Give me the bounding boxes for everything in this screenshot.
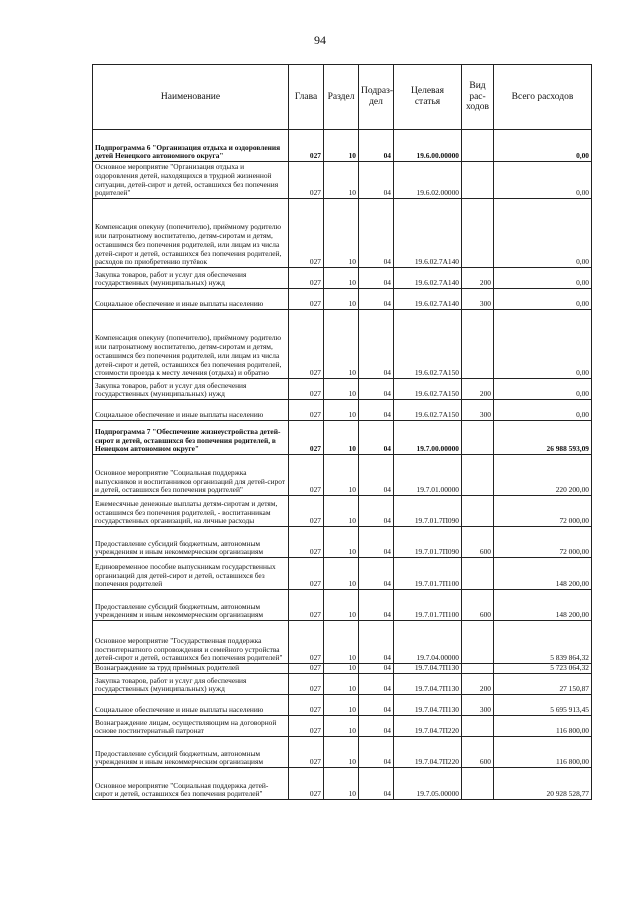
cell-target: 19.7.01.00000	[394, 455, 462, 496]
cell-target: 19.7.04.7П130	[394, 664, 462, 674]
cell-target: 19.7.05.00000	[394, 768, 462, 800]
cell-section: 10	[324, 268, 359, 289]
cell-target: 19.7.04.7П220	[394, 737, 462, 768]
cell-section: 10	[324, 162, 359, 199]
table-row	[93, 496, 592, 527]
cell-chapter: 027	[289, 455, 324, 496]
cell-subsection: 04	[359, 400, 394, 421]
cell-name: Подпрограмма 7 "Обеспечение жизнеустройства детей-сирот и детей, оставшихся без попечения родителей, в Ненецком автономном округе"	[93, 421, 289, 455]
cell-name: Основное мероприятие "Социальная поддержка выпускников и воспитанников организаций для детей-сирот и детей, оставшихся без попечения родителей"	[93, 455, 289, 496]
table-row	[93, 716, 592, 737]
cell-total: 0,00	[494, 162, 592, 199]
cell-subsection: 04	[359, 590, 394, 621]
cell-type: 200	[462, 268, 494, 289]
cell-target: 19.7.01.7П090	[394, 527, 462, 558]
cell-type: 200	[462, 379, 494, 400]
table-row	[93, 289, 592, 310]
col-header-chapter: Глава	[289, 65, 324, 130]
cell-total: 116 800,00	[494, 737, 592, 768]
cell-type	[462, 162, 494, 199]
cell-section: 10	[324, 737, 359, 768]
cell-name: Социальное обеспечение и иные выплаты населению	[93, 289, 289, 310]
col-header-subsection: Подраз- дел	[359, 65, 394, 130]
cell-subsection: 04	[359, 268, 394, 289]
table-row	[93, 379, 592, 400]
cell-total: 0,00	[494, 199, 592, 268]
cell-type: 300	[462, 400, 494, 421]
col-header-total: Всего расходов	[494, 65, 592, 130]
cell-name: Закупка товаров, работ и услуг для обеспечения государственных (муниципальных) нужд	[93, 379, 289, 400]
table-row	[93, 268, 592, 289]
cell-target: 19.7.04.00000	[394, 621, 462, 664]
cell-target: 19.6.02.7А150	[394, 310, 462, 379]
cell-subsection: 04	[359, 421, 394, 455]
cell-subsection: 04	[359, 162, 394, 199]
cell-chapter: 027	[289, 590, 324, 621]
cell-type	[462, 558, 494, 590]
cell-type	[462, 768, 494, 800]
cell-section: 10	[324, 496, 359, 527]
cell-section: 10	[324, 421, 359, 455]
cell-total: 20 928 528,77	[494, 768, 592, 800]
cell-target: 19.7.00.00000	[394, 421, 462, 455]
cell-target: 19.7.04.7П220	[394, 716, 462, 737]
cell-name: Единовременное пособие выпускникам государственных организаций для детей-сирот и детей, оставшихся без попечения родителей	[93, 558, 289, 590]
cell-name: Предоставление субсидий бюджетным, автономным учреждениям и иным некоммерческим организациям	[93, 527, 289, 558]
cell-section: 10	[324, 527, 359, 558]
cell-name: Компенсация опекуну (попечителю), приёмному родителю или патронатному воспитателю, детям-сиротам и детям, оставшимся без попечения родителей, или лицам из числа детей-сирот и детей, оставшихся без попечения родителей, расходов по приобретению путёвок	[93, 199, 289, 268]
cell-name: Вознаграждение за труд приёмных родителей	[93, 664, 289, 674]
table-row	[93, 674, 592, 695]
cell-section: 10	[324, 379, 359, 400]
cell-type	[462, 716, 494, 737]
cell-chapter: 027	[289, 130, 324, 162]
cell-type: 600	[462, 737, 494, 768]
cell-section: 10	[324, 289, 359, 310]
cell-subsection: 04	[359, 737, 394, 768]
cell-chapter: 027	[289, 310, 324, 379]
table-row	[93, 737, 592, 768]
cell-type: 300	[462, 695, 494, 716]
cell-chapter: 027	[289, 527, 324, 558]
cell-section: 10	[324, 455, 359, 496]
cell-subsection: 04	[359, 674, 394, 695]
cell-total: 5 839 864,32	[494, 621, 592, 664]
cell-subsection: 04	[359, 695, 394, 716]
cell-chapter: 027	[289, 289, 324, 310]
cell-section: 10	[324, 130, 359, 162]
cell-subsection: 04	[359, 496, 394, 527]
cell-target: 19.6.02.7А140	[394, 289, 462, 310]
cell-total: 72 000,00	[494, 496, 592, 527]
cell-section: 10	[324, 695, 359, 716]
cell-name: Основное мероприятие "Организация отдыха и оздоровления детей, находящихся в трудной жизненной ситуации, детей-сирот и детей, оставшихся без попечения родителей"	[93, 162, 289, 199]
cell-total: 5 723 064,32	[494, 664, 592, 674]
cell-chapter: 027	[289, 162, 324, 199]
cell-subsection: 04	[359, 558, 394, 590]
table-row	[93, 130, 592, 162]
cell-subsection: 04	[359, 379, 394, 400]
cell-target: 19.6.02.7А150	[394, 379, 462, 400]
table-row	[93, 162, 592, 199]
table-row	[93, 310, 592, 379]
cell-subsection: 04	[359, 199, 394, 268]
cell-total: 0,00	[494, 400, 592, 421]
cell-chapter: 027	[289, 768, 324, 800]
table-row	[93, 664, 592, 674]
cell-name: Основное мероприятие "Социальная поддержка детей-сирот и детей, оставшихся без попечения родителей"	[93, 768, 289, 800]
cell-name: Подпрограмма 6 "Организация отдыха и оздоровления детей Ненецкого автономного округа"	[93, 130, 289, 162]
cell-subsection: 04	[359, 455, 394, 496]
cell-name: Закупка товаров, работ и услуг для обеспечения государственных (муниципальных) нужд	[93, 674, 289, 695]
cell-chapter: 027	[289, 664, 324, 674]
cell-section: 10	[324, 558, 359, 590]
table-row	[93, 621, 592, 664]
cell-total: 0,00	[494, 310, 592, 379]
cell-section: 10	[324, 716, 359, 737]
cell-total: 0,00	[494, 379, 592, 400]
cell-name: Предоставление субсидий бюджетным, автономным учреждениям и иным некоммерческим организациям	[93, 590, 289, 621]
cell-type	[462, 664, 494, 674]
cell-name: Социальное обеспечение и иные выплаты населению	[93, 400, 289, 421]
cell-name: Основное мероприятие "Государственная поддержка постинтернатного сопровождения и семейного устройства детей-сирот и детей, оставшихся без попечения родителей"	[93, 621, 289, 664]
col-header-name: Наименование	[93, 65, 289, 130]
cell-subsection: 04	[359, 768, 394, 800]
cell-name: Предоставление субсидий бюджетным, автономным учреждениям и иным некоммерческим организациям	[93, 737, 289, 768]
table-row	[93, 455, 592, 496]
cell-chapter: 027	[289, 268, 324, 289]
cell-total: 116 800,00	[494, 716, 592, 737]
cell-total: 0,00	[494, 289, 592, 310]
cell-subsection: 04	[359, 716, 394, 737]
cell-total: 148 200,00	[494, 558, 592, 590]
cell-section: 10	[324, 310, 359, 379]
cell-chapter: 027	[289, 496, 324, 527]
table-row	[93, 768, 592, 800]
table-row	[93, 199, 592, 268]
cell-subsection: 04	[359, 664, 394, 674]
cell-subsection: 04	[359, 289, 394, 310]
col-header-type: Вид рас- ходов	[462, 65, 494, 130]
cell-name: Социальное обеспечение и иные выплаты населению	[93, 695, 289, 716]
cell-type	[462, 421, 494, 455]
cell-subsection: 04	[359, 621, 394, 664]
cell-total: 72 000,00	[494, 527, 592, 558]
cell-type: 200	[462, 674, 494, 695]
cell-chapter: 027	[289, 716, 324, 737]
table-row	[93, 590, 592, 621]
table-row	[93, 558, 592, 590]
cell-total: 26 988 593,09	[494, 421, 592, 455]
cell-name: Закупка товаров, работ и услуг для обеспечения государственных (муниципальных) нужд	[93, 268, 289, 289]
table-row	[93, 527, 592, 558]
table-row	[93, 695, 592, 716]
cell-target: 19.6.02.7А150	[394, 400, 462, 421]
cell-subsection: 04	[359, 310, 394, 379]
cell-name: Компенсация опекуну (попечителю), приёмному родителю или патронатному воспитателю, детям-сиротам и детям, оставшимся без попечения родителей, или лицам из числа детей-сирот и детей, оставшихся без попечения родителей, стоимости проезда к месту лечения (отдыха) и обратно	[93, 310, 289, 379]
cell-target: 19.7.01.7П100	[394, 558, 462, 590]
cell-target: 19.7.01.7П090	[394, 496, 462, 527]
cell-type	[462, 199, 494, 268]
cell-chapter: 027	[289, 421, 324, 455]
col-header-target: Целевая статья	[394, 65, 462, 130]
col-header-section: Раздел	[324, 65, 359, 130]
cell-target: 19.7.04.7П130	[394, 695, 462, 716]
cell-chapter: 027	[289, 695, 324, 716]
cell-section: 10	[324, 768, 359, 800]
cell-type: 300	[462, 289, 494, 310]
cell-section: 10	[324, 664, 359, 674]
cell-chapter: 027	[289, 674, 324, 695]
table-header-row	[93, 65, 592, 130]
cell-type	[462, 496, 494, 527]
cell-type	[462, 455, 494, 496]
cell-type	[462, 130, 494, 162]
cell-section: 10	[324, 199, 359, 268]
cell-target: 19.6.02.00000	[394, 162, 462, 199]
cell-section: 10	[324, 621, 359, 664]
cell-subsection: 04	[359, 130, 394, 162]
cell-name: Вознаграждение лицам, осуществляющим на договорной основе постинтернатный патронат	[93, 716, 289, 737]
cell-target: 19.7.01.7П100	[394, 590, 462, 621]
cell-target: 19.6.02.7А140	[394, 199, 462, 268]
budget-table	[92, 64, 592, 800]
cell-total: 0,00	[494, 268, 592, 289]
cell-chapter: 027	[289, 379, 324, 400]
cell-total: 220 200,00	[494, 455, 592, 496]
cell-chapter: 027	[289, 737, 324, 768]
table-row	[93, 421, 592, 455]
cell-section: 10	[324, 590, 359, 621]
cell-type	[462, 621, 494, 664]
table-row	[93, 400, 592, 421]
cell-target: 19.6.00.00000	[394, 130, 462, 162]
cell-type: 600	[462, 527, 494, 558]
cell-subsection: 04	[359, 527, 394, 558]
cell-type: 600	[462, 590, 494, 621]
cell-target: 19.7.04.7П130	[394, 674, 462, 695]
cell-type	[462, 310, 494, 379]
cell-total: 0,00	[494, 130, 592, 162]
cell-chapter: 027	[289, 199, 324, 268]
cell-section: 10	[324, 400, 359, 421]
cell-total: 5 695 913,45	[494, 695, 592, 716]
cell-chapter: 027	[289, 400, 324, 421]
cell-total: 148 200,00	[494, 590, 592, 621]
cell-name: Ежемесячные денежные выплаты детям-сиротам и детям, оставшимся без попечения родителей, - воспитанникам государственных организаций, на личные расходы	[93, 496, 289, 527]
cell-chapter: 027	[289, 558, 324, 590]
cell-section: 10	[324, 674, 359, 695]
cell-chapter: 027	[289, 621, 324, 664]
cell-target: 19.6.02.7А140	[394, 268, 462, 289]
page-number: 94	[314, 33, 326, 47]
cell-total: 27 150,87	[494, 674, 592, 695]
